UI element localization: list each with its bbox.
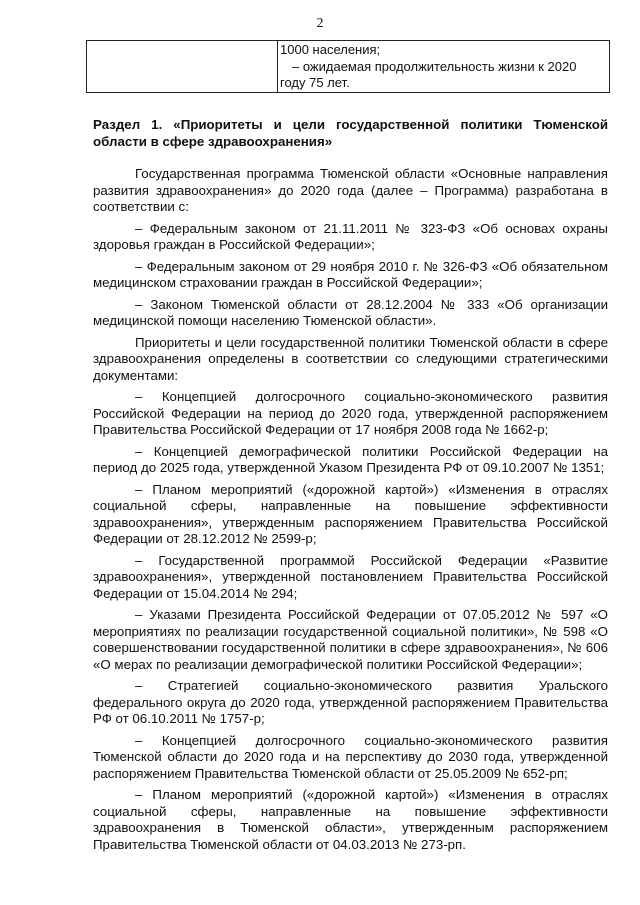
paragraph-intro: Государственная программа Тюменской области «Основные направления развития здравоохранения» до 2020 года (далее – Программа) разработана в соответствии с: [93, 166, 608, 214]
paragraph-roadmap-federal: – Планом мероприятий («дорожной картой») «Изменения в отраслях социальной сферы, направленные на повышение эффективности здравоохранения», утвержденным распоряжением Правительства Российской Федерации от 28.12.2012 № 2599-р; [93, 481, 608, 546]
table-line-2: – ожидаемая продолжительность жизни к 2020 [292, 58, 577, 74]
table-empty-cell [87, 41, 278, 93]
paragraph-ural-strategy: – Стратегией социально-экономического развития Уральского федерального округа до 2020 года, утвержденной распоряжением Правительства РФ от 06.10.2011 № 1757-р; [93, 678, 608, 726]
paragraph-concept-2020: – Концепцией долгосрочного социально-экономического развития Российской Федерации на период до 2020 года, утвержденной распоряжением Правительства Российской Федерации от 17 ноября 2008 года № 1662-р; [93, 389, 608, 437]
paragraph-demographic-concept: – Концепцией демографической политики Российской Федерации на период до 2025 года, утвержденной Указом Президента РФ от 09.10.2007 № 1351; [93, 443, 608, 475]
paragraph-federal-law-326: – Федеральным законом от 29 ноября 2010 г. № 326-ФЗ «Об обязательном медицинском страховании граждан в Российской Федерации»; [93, 258, 608, 290]
table-line-1: 1000 населения; [280, 42, 381, 57]
paragraph-regional-law-333: – Законом Тюменской области от 28.12.2004 № 333 «Об организации медицинской помощи населению Тюменской области». [93, 296, 608, 328]
paragraph-tyumen-concept: – Концепцией долгосрочного социально-экономического развития Тюменской области до 2020 года и на перспективу до 2030 года, утвержденной распоряжением Правительства Тюменской области от 25.05.2009 № 652-рп; [93, 732, 608, 781]
section-title: Раздел 1. «Приоритеты и цели государственной политики Тюменской области в сфере здравоохранения» [93, 117, 608, 149]
paragraph-roadmap-tyumen: – Планом мероприятий («дорожной картой») «Изменения в отраслях социальной сферы, направленные на повышение эффективности здравоохранения в Тюменской области», утвержденным распоряжением Правительства Тюменской области от 04.03.2013 № 273-рп. [93, 787, 608, 852]
paragraph-state-program: – Государственной программой Российской Федерации «Развитие здравоохранения», утвержденной постановлением Правительства Российской Федерации от 15.04.2014 № 294; [93, 552, 608, 601]
table-text-cell [278, 41, 610, 93]
paragraph-priorities-intro: Приоритеты и цели государственной политики Тюменской области в сфере здравоохранения определены в соответствии со следующими стратегическими документами: [93, 334, 608, 383]
page-number: 2 [316, 16, 324, 31]
table-line-3: году 75 лет. [280, 75, 350, 90]
paragraph-federal-law-323: – Федеральным законом от 21.11.2011 № 323-ФЗ «Об основах охраны здоровья граждан в Российской Федерации»; [93, 220, 608, 252]
continuation-table [86, 40, 610, 93]
paragraph-presidential-decrees: – Указами Президента Российской Федерации от 07.05.2012 № 597 «О мероприятиях по реализации государственной социальной политики», № 598 «О совершенствовании государственной политики в сфере здравоохранения», № 606 «О мерах по реализации демографической политики Российской Федерации»; [93, 607, 608, 672]
document-body [93, 166, 608, 858]
